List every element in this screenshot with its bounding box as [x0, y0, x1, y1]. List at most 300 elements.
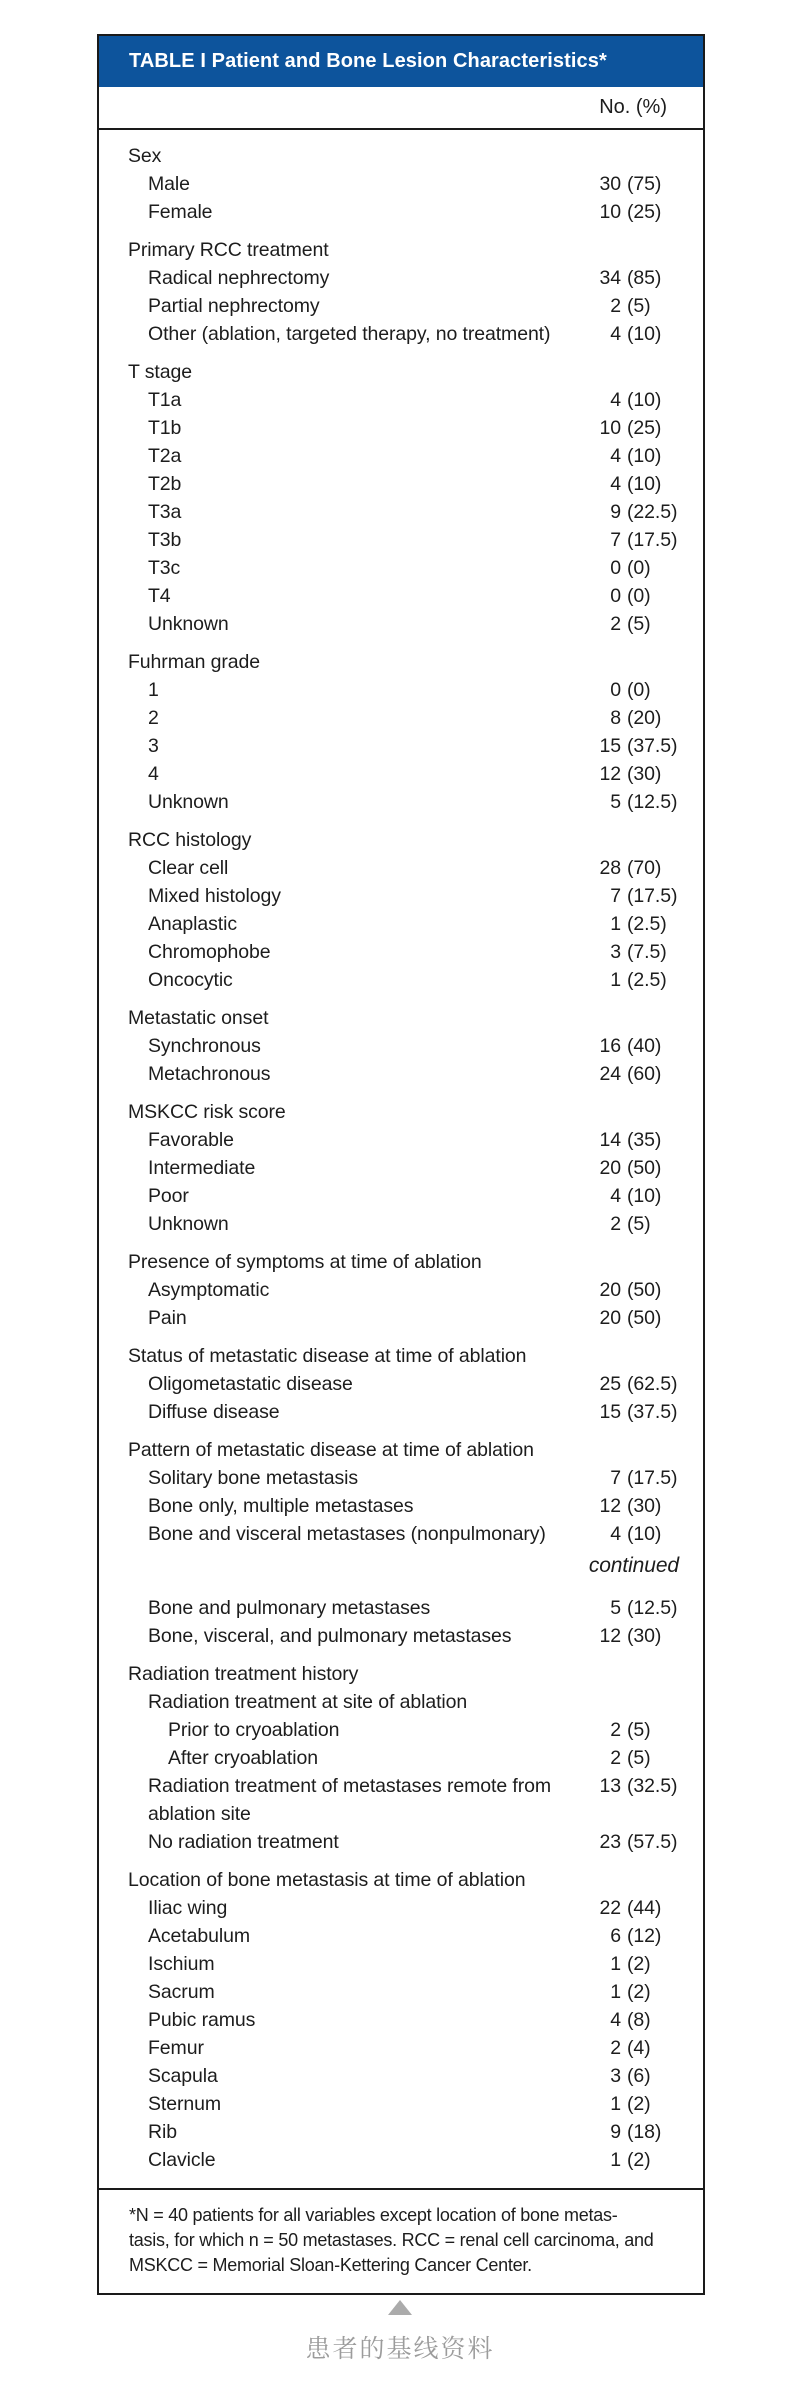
row-label: Radical nephrectomy [148, 267, 330, 289]
row-label: Bone and pulmonary metastases [148, 1597, 431, 1619]
row-label: Prior to cryoablation [168, 1719, 340, 1741]
row-value [591, 938, 679, 966]
row-value-count: 2 [610, 2037, 621, 2059]
row-value [591, 1744, 679, 1772]
row-label: T3c [148, 557, 181, 579]
row-value [591, 1950, 679, 1978]
row-value [591, 1922, 679, 1950]
row-value-count: 1 [610, 1981, 621, 2003]
triangle-up-icon [388, 2300, 412, 2315]
row-value-percent: (32.5) [627, 1775, 678, 1797]
row-value-percent: (10) [627, 323, 662, 345]
row-value-percent: (20) [627, 707, 662, 729]
row-label: T3a [148, 501, 182, 523]
row-label: T2a [148, 445, 182, 467]
row-label: Chromophobe [148, 941, 271, 963]
section-heading: RCC histology [128, 829, 252, 851]
row-value-percent: (10) [627, 1185, 662, 1207]
row-value-count: 20 [599, 1157, 621, 1179]
row-label: Synchronous [148, 1035, 261, 1057]
row-value-count: 3 [610, 2065, 621, 2087]
row-value [591, 1304, 679, 1332]
row-value-percent: (5) [627, 295, 651, 317]
row-value-percent: (57.5) [627, 1831, 678, 1853]
row-value [591, 198, 679, 226]
row-label: Oncocytic [148, 969, 233, 991]
row-value-count: 12 [599, 1625, 621, 1647]
row-value [591, 2118, 679, 2146]
row-value-percent: (7.5) [627, 941, 667, 963]
row-value-count: 7 [610, 529, 621, 551]
row-value-count: 30 [599, 173, 621, 195]
row-value-percent: (18) [627, 2121, 662, 2143]
row-value-count: 5 [610, 791, 621, 813]
row-value-percent: (2) [627, 1953, 651, 1975]
row-label: 2 [148, 707, 159, 729]
row-value [591, 470, 679, 498]
table-row [128, 1464, 679, 1492]
table-row [128, 2034, 679, 2062]
row-value-percent: (35) [627, 1129, 662, 1151]
table-row [128, 1716, 679, 1744]
row-value-percent: (2) [627, 1981, 651, 2003]
row-value [591, 1772, 679, 1800]
table-row [128, 938, 679, 966]
section-heading: Radiation treatment history [128, 1663, 359, 1685]
row-value [591, 1060, 679, 1088]
row-value [591, 526, 679, 554]
row-value [591, 442, 679, 470]
row-value-percent: (12.5) [627, 791, 678, 813]
table-row [128, 470, 679, 498]
row-value-count: 20 [599, 1279, 621, 1301]
section-heading: MSKCC risk score [128, 1101, 286, 1123]
row-label: Anaplastic [148, 913, 237, 935]
column-header-row [99, 87, 703, 130]
row-label: T4 [148, 585, 171, 607]
table-row [128, 1828, 679, 1856]
table-row [128, 1276, 679, 1304]
row-value [591, 1520, 679, 1548]
row-value [591, 966, 679, 994]
row-value-percent: (50) [627, 1157, 662, 1179]
table-row [128, 704, 679, 732]
figure-caption [0, 2300, 800, 2365]
row-value-count: 23 [599, 1831, 621, 1853]
row-value-percent: (12) [627, 1925, 662, 1947]
row-value-count: 6 [610, 1925, 621, 1947]
row-label: Unknown [148, 1213, 229, 1235]
row-value-count: 2 [610, 613, 621, 635]
row-label: Clear cell [148, 857, 229, 879]
row-value-percent: (12.5) [627, 1597, 678, 1619]
row-value-percent: (37.5) [627, 1401, 678, 1423]
row-value-percent: (10) [627, 1523, 662, 1545]
row-value [591, 1492, 679, 1520]
table-row [128, 788, 679, 816]
row-value [591, 2034, 679, 2062]
caption-text: 患者的基线资料 [305, 2335, 495, 2363]
row-label: T3b [148, 529, 182, 551]
section-heading: Location of bone metastasis at time of ablation [128, 1869, 526, 1891]
row-value-count: 1 [610, 1953, 621, 1975]
table-row [128, 264, 679, 292]
row-value [591, 498, 679, 526]
row-value [591, 1032, 679, 1060]
section-heading-row [128, 1342, 679, 1370]
row-value-count: 4 [610, 323, 621, 345]
row-value [591, 554, 679, 582]
row-value-count: 20 [599, 1307, 621, 1329]
row-value-count: 10 [599, 201, 621, 223]
row-label: T1a [148, 389, 182, 411]
row-label: 3 [148, 735, 159, 757]
row-label: Acetabulum [148, 1925, 250, 1947]
row-value-percent: (17.5) [627, 529, 678, 551]
row-value-count: 2 [610, 1747, 621, 1769]
row-value [591, 760, 679, 788]
row-value [591, 1828, 679, 1856]
row-value-percent: (75) [627, 173, 662, 195]
row-label: Male [148, 173, 190, 195]
table-row [128, 1210, 679, 1238]
table-row [128, 320, 679, 348]
row-value-count: 4 [610, 445, 621, 467]
section-heading-row [128, 1436, 679, 1464]
row-value-count: 15 [599, 1401, 621, 1423]
table-row [128, 1182, 679, 1210]
row-label: No radiation treatment [148, 1831, 339, 1853]
row-value-count: 15 [599, 735, 621, 757]
row-label: Mixed histology [148, 885, 281, 907]
row-value-count: 34 [599, 267, 621, 289]
row-value [591, 1398, 679, 1426]
table-row [128, 1894, 679, 1922]
section-heading: Presence of symptoms at time of ablation [128, 1251, 482, 1273]
section-heading-row [128, 1248, 679, 1276]
table-row [128, 498, 679, 526]
section-heading-row [128, 1004, 679, 1032]
table-row [128, 1032, 679, 1060]
row-label: After cryoablation [168, 1747, 318, 1769]
section-heading-row [128, 826, 679, 854]
row-label: Unknown [148, 791, 229, 813]
row-value-count: 1 [610, 2093, 621, 2115]
row-value [591, 1894, 679, 1922]
row-label: T2b [148, 473, 182, 495]
table-row [128, 2006, 679, 2034]
row-value-percent: (44) [627, 1897, 662, 1919]
row-value-count: 4 [610, 473, 621, 495]
row-label: T1b [148, 417, 182, 439]
row-value [591, 170, 679, 198]
table-row [128, 1370, 679, 1398]
section-heading: Metastatic onset [128, 1007, 269, 1029]
row-value-percent: (22.5) [627, 501, 678, 523]
table-row [128, 198, 679, 226]
row-value-percent: (2.5) [627, 969, 667, 991]
row-label: Radiation treatment of metastases remote from ablation site [148, 1775, 552, 1825]
row-label: Clavicle [148, 2149, 216, 2171]
row-value [591, 732, 679, 760]
row-value-count: 8 [610, 707, 621, 729]
row-value [591, 1594, 679, 1622]
row-label: Partial nephrectomy [148, 295, 320, 317]
table-row [128, 1060, 679, 1088]
table-row [128, 1688, 679, 1716]
row-value [591, 1370, 679, 1398]
table-row [128, 1950, 679, 1978]
section-heading: Pattern of metastatic disease at time of ablation [128, 1439, 534, 1461]
table-row [128, 732, 679, 760]
row-label: 4 [148, 763, 159, 785]
row-label: Oligometastatic disease [148, 1373, 353, 1395]
row-value-count: 0 [610, 557, 621, 579]
row-value [591, 1464, 679, 1492]
row-value-count: 1 [610, 913, 621, 935]
row-label: Unknown [148, 613, 229, 635]
table-row [128, 854, 679, 882]
row-value-count: 3 [610, 941, 621, 963]
table-row [128, 2062, 679, 2090]
row-value [591, 1978, 679, 2006]
table-row [128, 2118, 679, 2146]
row-label: Sternum [148, 2093, 221, 2115]
row-value-count: 22 [599, 1897, 621, 1919]
row-value [591, 1716, 679, 1744]
row-value-percent: (37.5) [627, 735, 678, 757]
section-heading-row [128, 236, 679, 264]
section-heading: Sex [128, 145, 162, 167]
table-row [128, 1304, 679, 1332]
row-value-percent: (10) [627, 473, 662, 495]
row-label: Intermediate [148, 1157, 256, 1179]
table-row [128, 386, 679, 414]
row-value-count: 0 [610, 679, 621, 701]
row-value-percent: (17.5) [627, 885, 678, 907]
row-value [591, 1154, 679, 1182]
row-value-percent: (2) [627, 2093, 651, 2115]
row-label: Bone, visceral, and pulmonary metastases [148, 1625, 512, 1647]
row-value-percent: (85) [627, 267, 662, 289]
row-value-percent: (0) [627, 557, 651, 579]
footnote-line: *N = 40 patients for all variables except location of bone metas- [129, 2205, 618, 2225]
row-value [591, 1276, 679, 1304]
footnote-line: tasis, for which n = 50 metastases. RCC = renal cell carcinoma, and [129, 2230, 654, 2250]
row-value-percent: (5) [627, 1719, 651, 1741]
row-value [591, 788, 679, 816]
row-value-percent: (62.5) [627, 1373, 678, 1395]
table-title-bar [99, 36, 703, 87]
row-value-count: 7 [610, 1467, 621, 1489]
row-value [591, 610, 679, 638]
row-value-percent: (10) [627, 389, 662, 411]
row-label: Bone only, multiple metastases [148, 1495, 414, 1517]
section-heading-row [128, 1660, 679, 1688]
table-row [128, 1744, 679, 1772]
row-value-count: 4 [610, 389, 621, 411]
row-value-percent: (4) [627, 2037, 651, 2059]
table-row [128, 1154, 679, 1182]
row-value-percent: (25) [627, 417, 662, 439]
table-row [128, 582, 679, 610]
row-label: Scapula [148, 2065, 218, 2087]
row-value-percent: (2.5) [627, 913, 667, 935]
row-value [591, 1182, 679, 1210]
table-row [128, 1622, 679, 1650]
row-value-percent: (5) [627, 613, 651, 635]
row-value-percent: (2) [627, 2149, 651, 2171]
row-value-percent: (70) [627, 857, 662, 879]
row-value-percent: (30) [627, 1495, 662, 1517]
row-value-percent: (5) [627, 1747, 651, 1769]
row-label: Metachronous [148, 1063, 271, 1085]
row-label: Bone and visceral metastases (nonpulmonary) [148, 1523, 546, 1545]
row-value-count: 12 [599, 763, 621, 785]
table-row [128, 882, 679, 910]
table-title: TABLE I Patient and Bone Lesion Characteristics* [129, 50, 607, 72]
row-value-percent: (0) [627, 585, 651, 607]
section-heading: T stage [128, 361, 192, 383]
row-value-count: 12 [599, 1495, 621, 1517]
row-value [591, 1622, 679, 1650]
row-value-count: 0 [610, 585, 621, 607]
row-label: Diffuse disease [148, 1401, 280, 1423]
table-row [128, 610, 679, 638]
row-value [591, 264, 679, 292]
table-row [128, 554, 679, 582]
row-value-percent: (0) [627, 679, 651, 701]
row-label: 1 [148, 679, 159, 701]
row-value-count: 10 [599, 417, 621, 439]
table-row [128, 676, 679, 704]
row-value-count: 24 [599, 1063, 621, 1085]
section-heading-row [128, 1866, 679, 1894]
row-label: Pain [148, 1307, 187, 1329]
row-value [591, 2006, 679, 2034]
table-row [128, 966, 679, 994]
row-value [591, 2090, 679, 2118]
row-value-percent: (40) [627, 1035, 662, 1057]
row-value-count: 7 [610, 885, 621, 907]
footnote-line: MSKCC = Memorial Sloan-Kettering Cancer Center. [129, 2255, 532, 2275]
row-value [591, 704, 679, 732]
row-label: Pubic ramus [148, 2009, 256, 2031]
table-row [128, 1922, 679, 1950]
table-row [128, 760, 679, 788]
row-label: Radiation treatment at site of ablation [148, 1691, 468, 1713]
row-value-count: 25 [599, 1373, 621, 1395]
row-value-percent: (25) [627, 201, 662, 223]
table-footnote [99, 2188, 703, 2293]
row-label: Femur [148, 2037, 204, 2059]
row-label: Favorable [148, 1129, 234, 1151]
row-label: Ischium [148, 1953, 215, 1975]
row-value [591, 910, 679, 938]
row-value-count: 2 [610, 295, 621, 317]
row-value-count: 28 [599, 857, 621, 879]
continued-marker: continued [588, 1554, 679, 1577]
row-value [591, 854, 679, 882]
row-value-percent: (50) [627, 1307, 662, 1329]
table-row [128, 1398, 679, 1426]
row-label: Other (ablation, targeted therapy, no treatment) [148, 323, 551, 345]
table-row [128, 1492, 679, 1520]
row-value [591, 882, 679, 910]
row-value [591, 386, 679, 414]
row-label: Female [148, 201, 213, 223]
row-value-percent: (60) [627, 1063, 662, 1085]
table-row [128, 2146, 679, 2174]
table-row [128, 292, 679, 320]
row-value-count: 1 [610, 969, 621, 991]
row-value [591, 2146, 679, 2174]
row-value [591, 414, 679, 442]
row-value-count: 13 [599, 1775, 621, 1797]
table-row [128, 1126, 679, 1154]
row-label: Solitary bone metastasis [148, 1467, 359, 1489]
section-heading-row [128, 142, 679, 170]
row-value-percent: (50) [627, 1279, 662, 1301]
row-value-count: 9 [610, 2121, 621, 2143]
section-heading-row [128, 1098, 679, 1126]
row-value-percent: (17.5) [627, 1467, 678, 1489]
table-row [128, 910, 679, 938]
row-value-count: 2 [610, 1719, 621, 1741]
row-value-count: 16 [599, 1035, 621, 1057]
section-heading: Fuhrman grade [128, 651, 261, 673]
row-value-percent: (10) [627, 445, 662, 467]
section-heading: Status of metastatic disease at time of ablation [128, 1345, 527, 1367]
table-row [128, 414, 679, 442]
table-row [128, 2090, 679, 2118]
row-value-percent: (6) [627, 2065, 651, 2087]
row-value-count: 5 [610, 1597, 621, 1619]
table-row [128, 1594, 679, 1622]
table-body [99, 130, 703, 2188]
row-value [591, 676, 679, 704]
table-row [128, 1520, 679, 1548]
row-value-count: 9 [610, 501, 621, 523]
row-value-percent: (5) [627, 1213, 651, 1235]
row-value [591, 292, 679, 320]
row-value [591, 320, 679, 348]
row-value-count: 4 [610, 2009, 621, 2031]
row-value-count: 4 [610, 1523, 621, 1545]
row-value-count: 1 [610, 2149, 621, 2171]
characteristics-table [97, 34, 705, 2295]
row-value-count: 14 [599, 1129, 621, 1151]
row-value [591, 1126, 679, 1154]
table-row [128, 170, 679, 198]
section-heading-row [128, 358, 679, 386]
row-label: Sacrum [148, 1981, 215, 2003]
row-value [591, 2062, 679, 2090]
row-value-count: 2 [610, 1213, 621, 1235]
row-value-percent: (30) [627, 763, 662, 785]
column-header-no-pct: No. (%) [599, 96, 667, 118]
section-heading-row [128, 648, 679, 676]
row-label: Poor [148, 1185, 189, 1207]
row-value-count: 4 [610, 1185, 621, 1207]
row-label: Asymptomatic [148, 1279, 270, 1301]
section-heading: Primary RCC treatment [128, 239, 329, 261]
table-row [128, 526, 679, 554]
row-value-percent: (30) [627, 1625, 662, 1647]
row-label: Iliac wing [148, 1897, 228, 1919]
row-label: Rib [148, 2121, 177, 2143]
row-value [591, 582, 679, 610]
